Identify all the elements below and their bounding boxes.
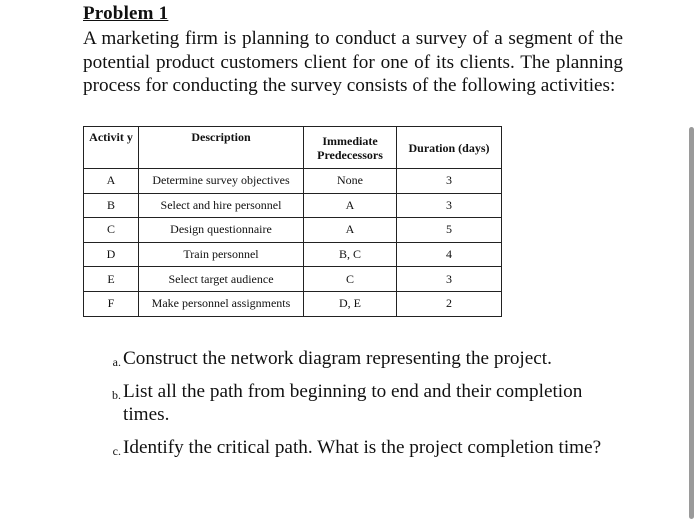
list-marker: c. [112,444,121,458]
cell-description: Make personnel assignments [139,291,304,316]
question-text: List all the path from beginning to end and their completion times. [123,381,583,425]
cell-activity: B [84,193,139,218]
cell-duration: 3 [397,267,502,292]
header-duration: Duration (days) [397,127,502,169]
cell-predecessors: A [304,193,397,218]
table-row [84,169,502,194]
scrollbar[interactable] [689,127,694,519]
table-row [84,267,502,292]
list-marker: a. [112,355,121,369]
cell-predecessors: B, C [304,242,397,267]
cell-activity: E [84,267,139,292]
cell-description: Select and hire personnel [139,193,304,218]
cell-description: Train personnel [139,242,304,267]
problem-intro: A marketing firm is planning to conduct a survey of a segment of the potential product customers client for one of its clients. The planning process for conducting the survey consists of the following activities: [83,28,623,96]
cell-activity: A [84,169,139,194]
table-row [84,242,502,267]
cell-description: Determine survey objectives [139,169,304,194]
cell-activity: C [84,218,139,243]
question-text: Identify the critical path. What is the project completion time? [123,437,602,458]
list-marker: b. [112,388,121,402]
cell-description: Select target audience [139,267,304,292]
activities-table [83,126,502,317]
cell-activity: F [84,291,139,316]
table-header-row [84,127,502,169]
table-row [84,193,502,218]
cell-predecessors: None [304,169,397,194]
cell-duration: 5 [397,218,502,243]
header-activity: Activit y [84,127,139,169]
cell-predecessors: C [304,267,397,292]
cell-activity: D [84,242,139,267]
question-list [103,347,623,469]
table-row [84,218,502,243]
list-item [103,347,623,370]
list-item [103,436,623,459]
cell-predecessors: D, E [304,291,397,316]
header-predecessors: Immediate Predecessors [304,127,397,169]
table-row [84,291,502,316]
question-text: Construct the network diagram representing the project. [123,348,552,369]
cell-duration: 3 [397,169,502,194]
cell-description: Design questionnaire [139,218,304,243]
cell-predecessors: A [304,218,397,243]
cell-duration: 2 [397,291,502,316]
cell-duration: 3 [397,193,502,218]
list-item [103,380,623,426]
problem-title: Problem 1 [83,3,169,24]
cell-duration: 4 [397,242,502,267]
header-description: Description [139,127,304,169]
